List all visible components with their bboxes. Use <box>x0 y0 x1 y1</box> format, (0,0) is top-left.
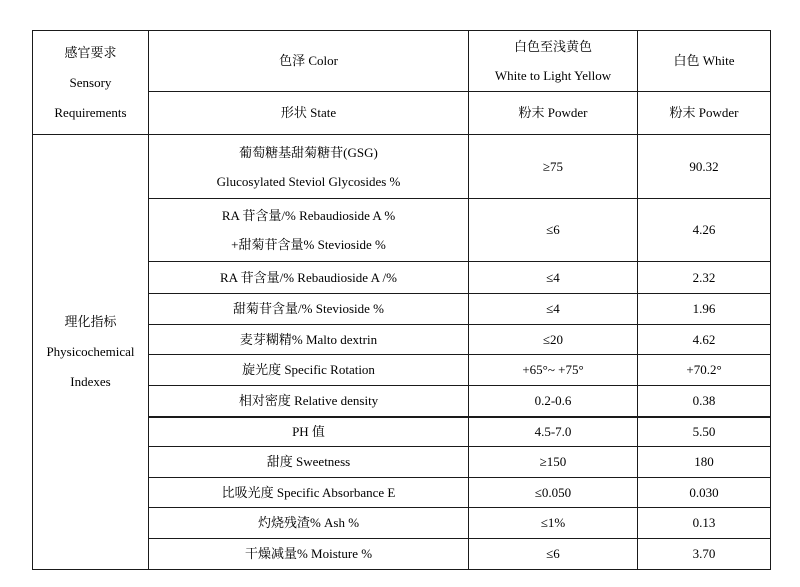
spec-cell-moisture <box>469 539 638 570</box>
row-group-physicochemical-indexes <box>33 135 149 570</box>
spec-value-line: ≤4 <box>546 301 560 316</box>
spec-cell-ph <box>469 417 638 447</box>
item-label: 干燥减量% Moisture % <box>244 546 373 561</box>
specification-table <box>32 30 771 570</box>
spec-cell-relative-density <box>469 386 638 417</box>
group-label-line: Indexes <box>70 374 111 389</box>
group-label-line: Sensory <box>69 74 112 90</box>
group-label-line: 感官要求 <box>64 44 117 60</box>
item-cell-malto-dextrin <box>149 325 469 355</box>
item-cell-relative-density <box>149 386 469 417</box>
result-cell-color <box>638 31 771 92</box>
result-value: 0.13 <box>692 515 716 530</box>
spec-value-line: 白色至浅黄色 <box>513 39 592 54</box>
result-cell-sweetness <box>638 447 771 478</box>
spec-cell-state <box>469 92 638 135</box>
item-label: 甜度 Sweetness <box>266 454 351 469</box>
result-value: 白色 White <box>673 53 735 68</box>
spec-cell-specific-rotation <box>469 355 638 386</box>
result-value: +70.2° <box>686 362 722 377</box>
result-cell-ash <box>638 508 771 539</box>
item-label: 旋光度 Specific Rotation <box>242 362 375 377</box>
item-label: 甜菊苷含量/% Stevioside % <box>233 301 384 316</box>
item-label: 灼烧残渣% Ash % <box>257 515 360 530</box>
spec-cell-sweetness <box>469 447 638 478</box>
item-cell-gsg <box>149 135 469 199</box>
item-label: Glucosylated Steviol Glycosides % <box>216 173 401 189</box>
item-label: 比吸光度 Specific Absorbance E <box>221 484 396 500</box>
result-cell-state <box>638 92 771 135</box>
spec-value-line: 0.2-0.6 <box>534 392 572 408</box>
spec-value-line: +65°~ +75° <box>522 362 584 377</box>
item-cell-ash <box>149 508 469 539</box>
item-cell-rebaudioside-a <box>149 262 469 294</box>
spec-value-line: ≤0.050 <box>534 484 572 500</box>
item-label: 麦芽糊精% Malto dextrin <box>239 331 378 347</box>
item-cell-specific-rotation <box>149 355 469 386</box>
spec-value-line: ≤6 <box>546 546 560 561</box>
result-value: 90.32 <box>689 158 719 174</box>
item-cell-color <box>149 31 469 92</box>
spec-value-line: ≥75 <box>542 158 564 174</box>
result-cell-specific-rotation <box>638 355 771 386</box>
group-label-line: 理化指标 <box>64 314 117 329</box>
result-cell-ph <box>638 417 771 447</box>
item-cell-ph <box>149 417 469 447</box>
item-label: 葡萄糖基甜菊糖苷(GSG) <box>239 144 378 160</box>
group-label-line: Requirements <box>54 104 127 120</box>
result-cell-gsg <box>638 135 771 199</box>
result-value: 3.70 <box>692 546 716 561</box>
result-value: 4.62 <box>692 331 716 347</box>
spec-value-line: ≥150 <box>539 454 567 469</box>
table-row <box>33 31 771 92</box>
spec-value-line: White to Light Yellow <box>494 68 612 83</box>
result-value: 5.50 <box>692 423 716 439</box>
result-cell-malto-dextrin <box>638 325 771 355</box>
spec-cell-rebaudioside-a <box>469 262 638 294</box>
spec-cell-malto-dextrin <box>469 325 638 355</box>
result-value: 0.38 <box>692 392 716 408</box>
item-cell-state <box>149 92 469 135</box>
result-value: 180 <box>694 454 714 469</box>
spec-value-line: ≤4 <box>546 269 560 285</box>
result-value: 4.26 <box>692 222 716 237</box>
result-value: 0.030 <box>689 484 719 500</box>
spec-cell-gsg <box>469 135 638 199</box>
result-value: 1.96 <box>692 301 716 316</box>
item-label: RA 苷含量/% Rebaudioside A % <box>221 208 396 223</box>
result-cell-ra-plus-stevioside <box>638 199 771 262</box>
spec-value-line: ≤6 <box>546 222 560 237</box>
spec-cell-specific-absorbance <box>469 478 638 508</box>
spec-cell-stevioside <box>469 294 638 325</box>
item-label: 形状 State <box>280 105 337 120</box>
item-label: +甜菊苷含量% Stevioside % <box>231 237 386 252</box>
spec-value-line: ≤1% <box>540 515 566 530</box>
result-cell-relative-density <box>638 386 771 417</box>
result-cell-specific-absorbance <box>638 478 771 508</box>
spec-cell-ra-plus-stevioside <box>469 199 638 262</box>
result-cell-stevioside <box>638 294 771 325</box>
group-label-line: Physicochemical <box>46 344 135 359</box>
spec-value-line: ≤20 <box>542 331 564 347</box>
item-cell-stevioside <box>149 294 469 325</box>
row-group-sensory-requirements <box>33 31 149 135</box>
spec-value-line: 4.5-7.0 <box>534 423 572 439</box>
result-cell-moisture <box>638 539 771 570</box>
table-row <box>33 135 771 199</box>
spec-cell-color <box>469 31 638 92</box>
item-cell-ra-plus-stevioside <box>149 199 469 262</box>
item-cell-moisture <box>149 539 469 570</box>
result-value: 2.32 <box>692 269 716 285</box>
spec-value-line: 粉末 Powder <box>518 105 588 120</box>
spec-cell-ash <box>469 508 638 539</box>
item-cell-specific-absorbance <box>149 478 469 508</box>
result-value: 粉末 Powder <box>669 105 739 120</box>
result-cell-rebaudioside-a <box>638 262 771 294</box>
item-cell-sweetness <box>149 447 469 478</box>
item-label: 色泽 Color <box>279 53 338 68</box>
item-label: RA 苷含量/% Rebaudioside A /% <box>220 269 397 285</box>
item-label: 相对密度 Relative density <box>238 392 379 408</box>
item-label: PH 值 <box>292 423 325 439</box>
